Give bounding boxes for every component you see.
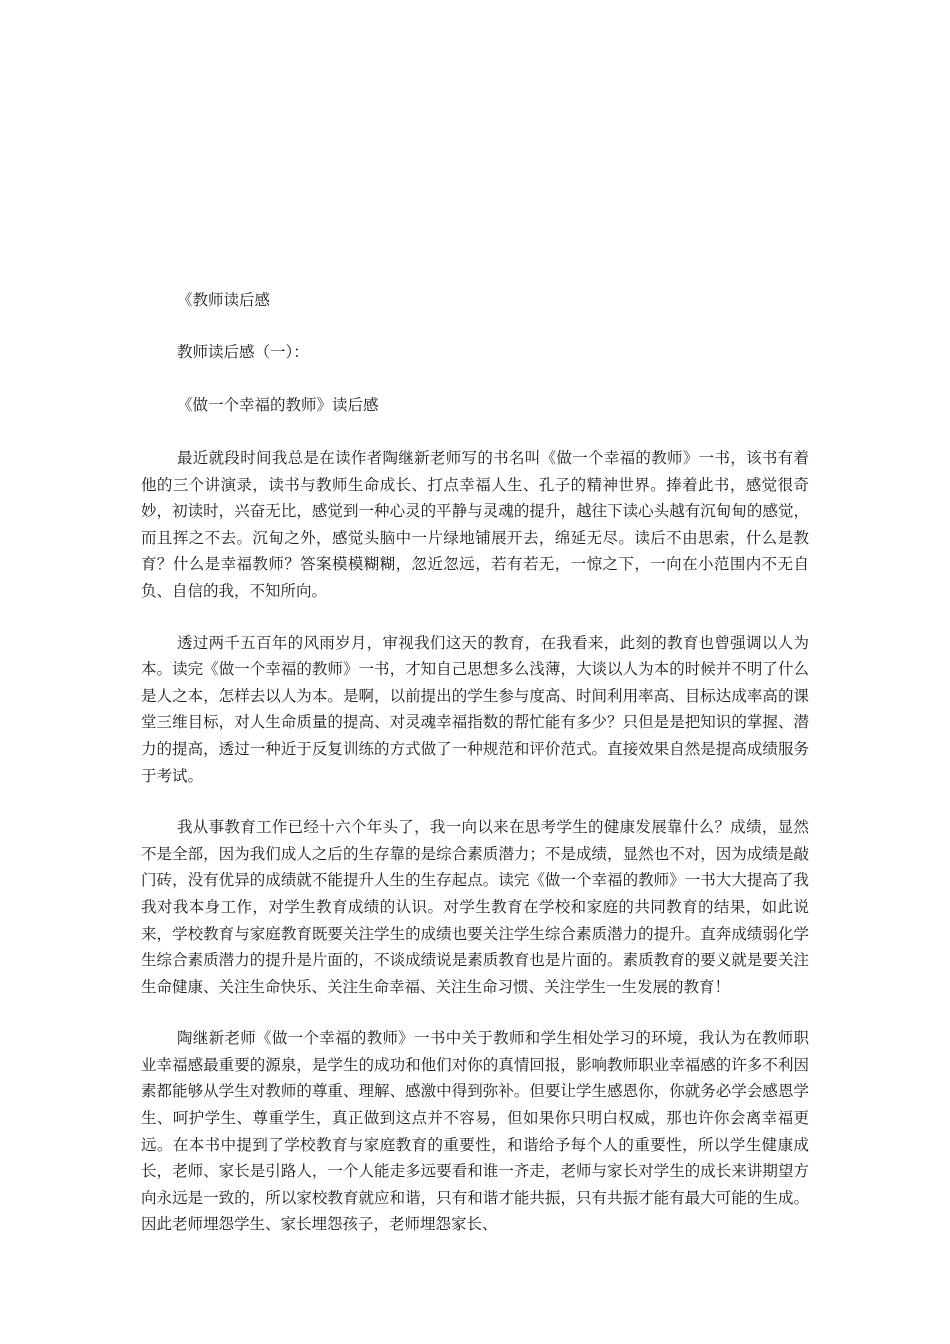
spacer [141, 1000, 809, 1025]
document-title: 《教师读后感 [177, 291, 271, 309]
paragraph-3: 我从事教育工作已经十六个年头了，我一向以来在思考学生的健康发展靠什么？成绩，显然不是全部，因为我们成人之后的生存靠的是综合素质潜力；不是成绩，显然也不对，因为成绩是敲门砖，没有优异的成绩就不能提升人生的生存起点。读完《做一个幸福的教师》一书大大提高了我我对我本身工作，对学生教育成绩的认识。对学生教育在学校和家庭的共同教育的结果，如此说来，学校教育与家庭教育既要关注学生的成绩也要关注学生综合素质潜力的提升。直奔成绩弱化学生综合素质潜力的提升是片面的，不谈成绩说是素质教育也是片面的。素质教育的要义就是要关注生命健康、关注生命快乐、关注生命幸福、关注生命习惯、关注学生一生发展的教育！ [141, 818, 809, 996]
spacer [141, 605, 809, 630]
spacer [141, 789, 809, 814]
paragraph-2: 透过两千五百年的风雨岁月，审视我们这天的教育，在我看来，此刻的教育也曾强调以人为本。读完《做一个幸福的教师》一书，才知自己思想多么浅薄，大谈以人为本的时候并不明了什么是人之本，怎样去以人为本。是啊，以前提出的学生参与度高、时间利用率高、目标达成率高的课堂三维目标，对人生命质量的提高、对灵魂幸福指数的帮忙能有多少？只但是是把知识的掌握、潜力的提高，透过一种近于反复训练的方式做了一种规范和评价范式。直接效果自然是提高成绩服务于考试。 [141, 633, 809, 785]
spacer [141, 365, 809, 392]
spacer [141, 313, 809, 339]
document-subtitle: 教师读后感（一）： [177, 343, 309, 361]
article-heading: 《做一个幸福的教师》读后感 [177, 396, 379, 414]
paragraph-4: 陶继新老师《做一个幸福的教师》一书中关于教师和学生相处学习的环境，我认为在教师职业幸福感最重要的源泉，是学生的成功和他们对你的真情回报，影响教师职业幸福感的许多不利因素都能够从学生对教师的尊重、理解、感激中得到弥补。但要让学生感恩你，你就务必学会感恩学生、呵护学生、尊重学生，真正做到这点并不容易，但如果你只明白权威，那也许你会离幸福更远。在本书中提到了学校教育与家庭教育的重要性，和谐给予每个人的重要性，所以学生健康成长，老师、家长是引路人，一个人能走多远要看和谁一齐走，老师与家长对学生的成长来讲期望方向永远是一致的，所以家校教育就应和谐，只有和谐才能共振，只有共振才能有最大可能的生成。因此老师埋怨学生、家长埋怨孩子，老师埋怨家长、 [141, 1029, 809, 1234]
spacer [141, 418, 809, 445]
paragraph-1: 最近就段时间我总是在读作者陶继新老师写的书名叫《做一个幸福的教师》一书，该书有着他的三个讲演录，读书与教师生命成长、打点幸福人生、孔子的精神世界。捧着此书，感觉很奇妙，初读时，兴奋无比，感觉到一种心灵的平静与灵魂的提升，越往下读心头越有沉甸甸的感觉，而且挥之不去。沉甸之外，感觉头脑中一片绿地铺展开去，绵延无尽。读后不由思索，什么是教育？什么是幸福教师？答案模模糊糊，忽近忽远，若有若无，一惊之下，一向在小范围内不无自负、自信的我，不知所向。 [141, 449, 809, 600]
document-body [141, 287, 809, 1238]
